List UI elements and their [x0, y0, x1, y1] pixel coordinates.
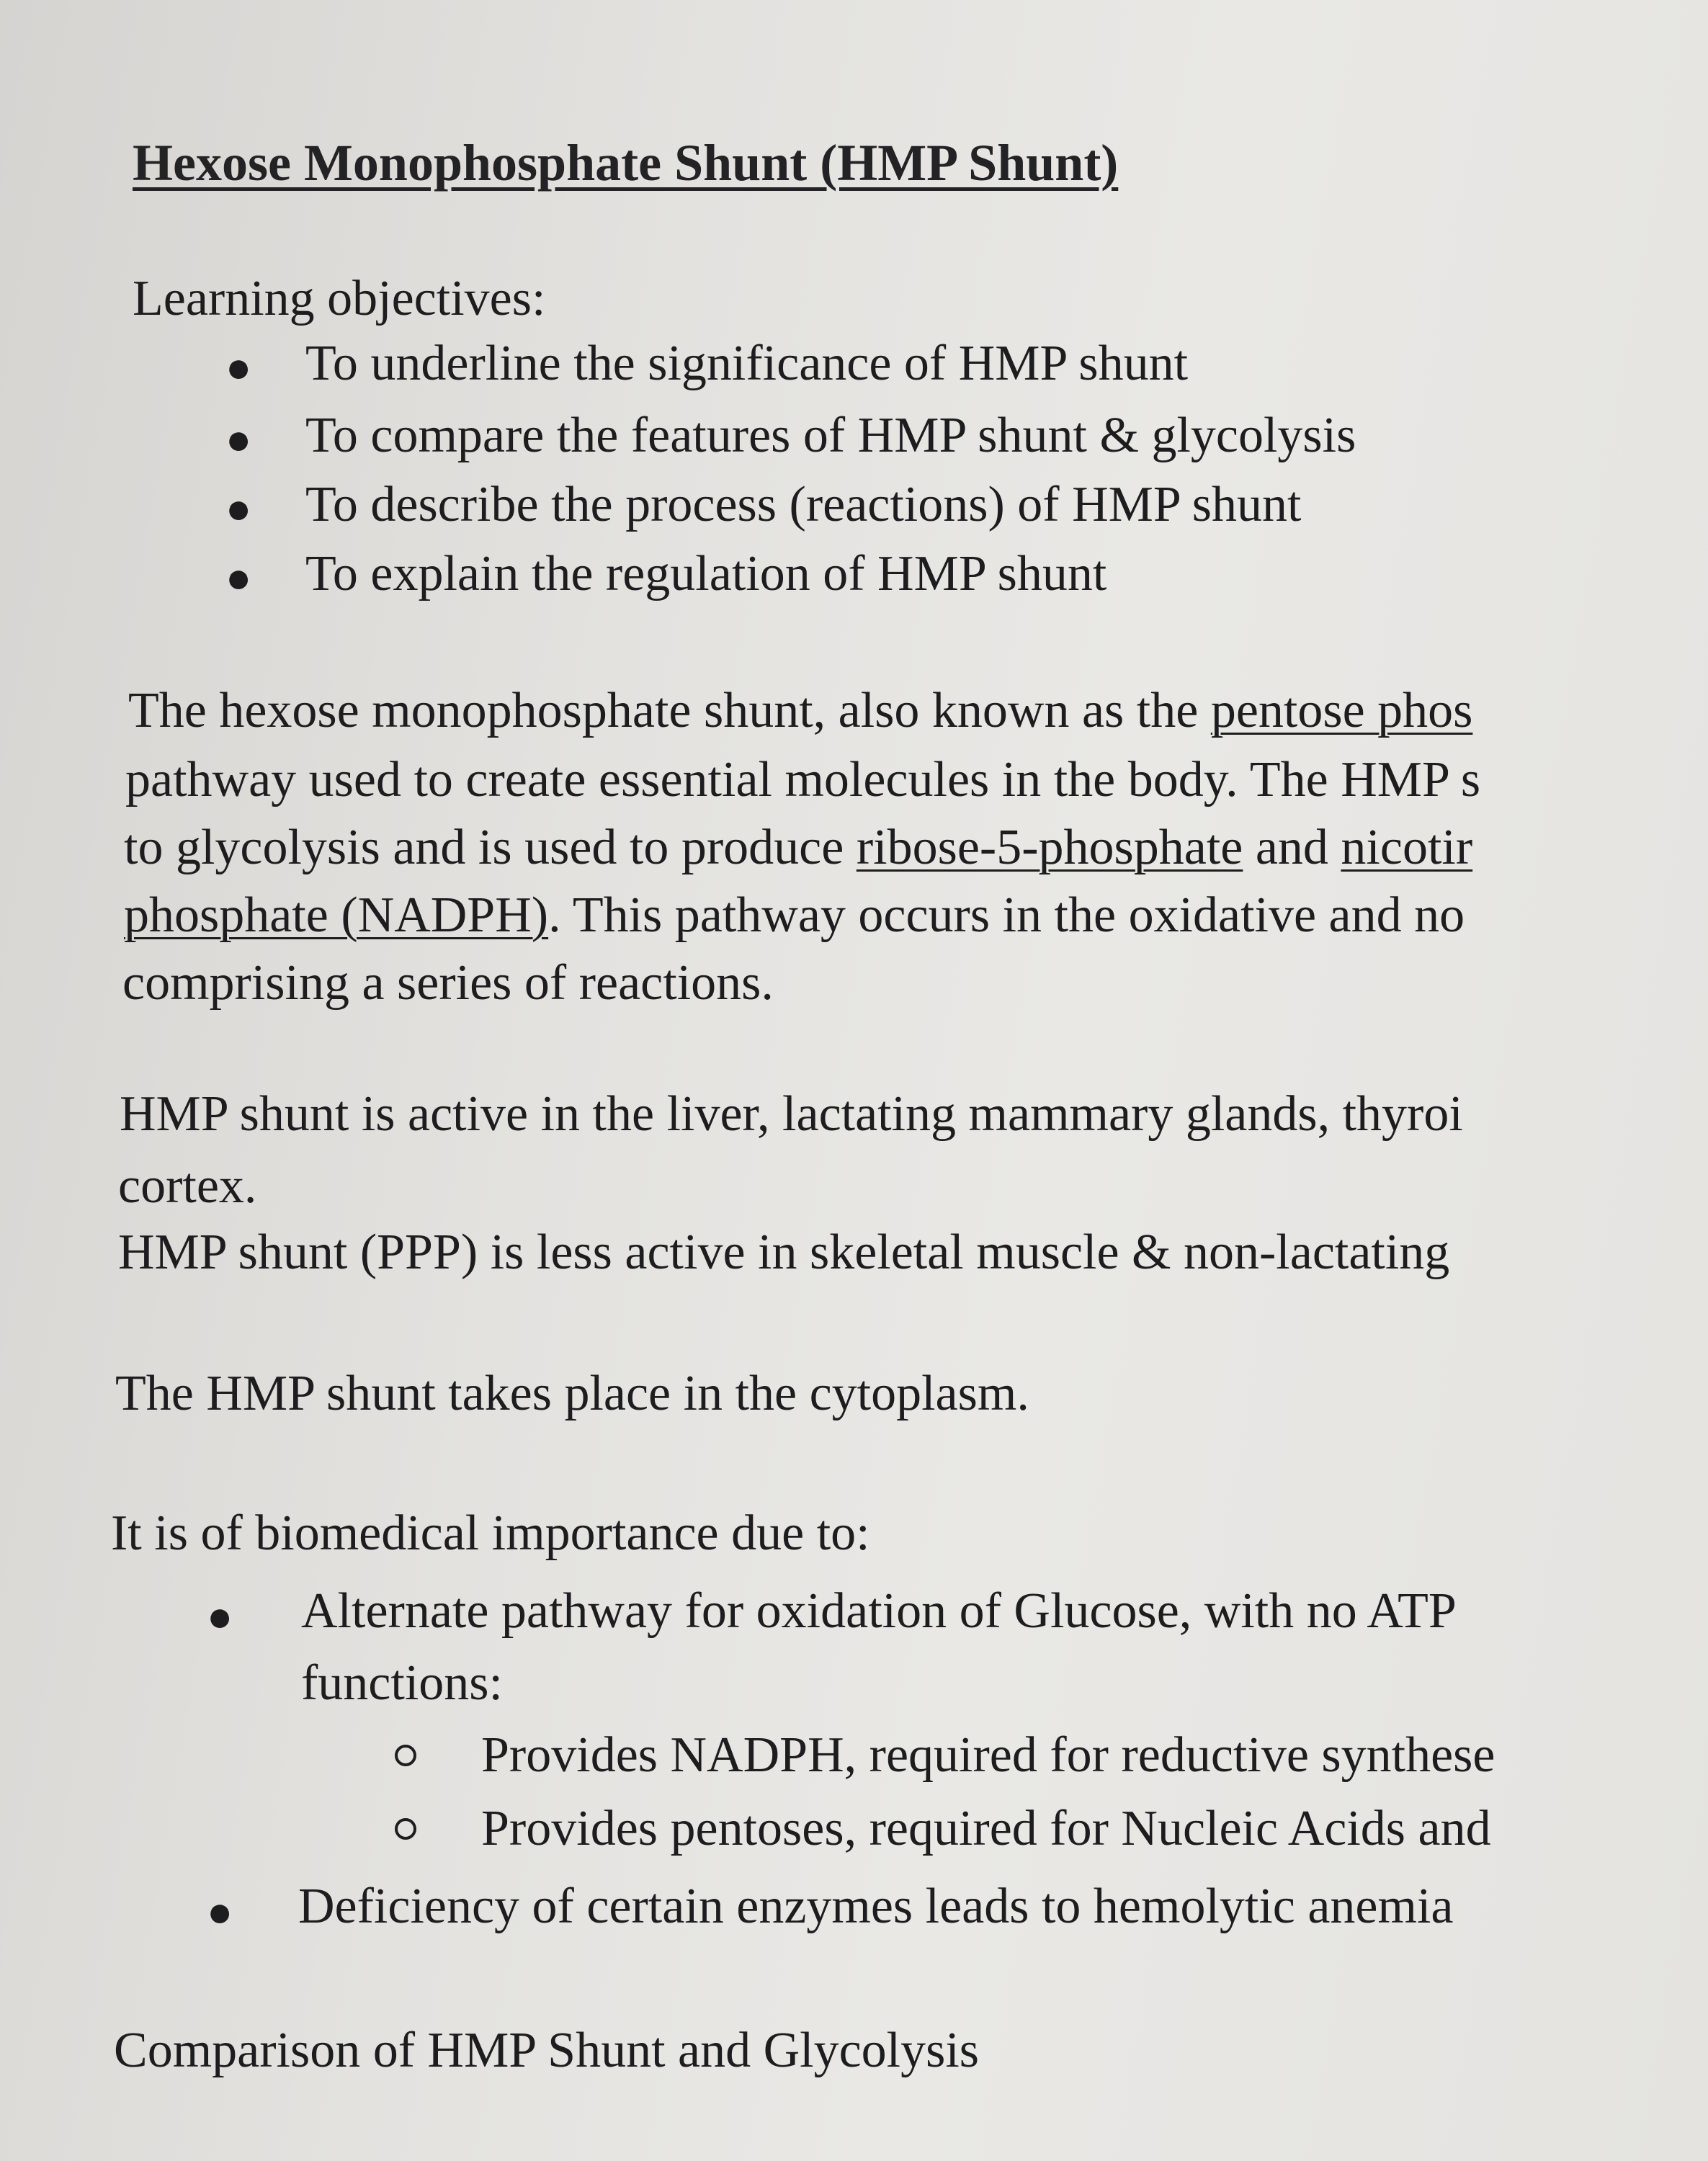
paragraph-line — [124, 820, 1473, 875]
sub-bullet-icon — [395, 1818, 416, 1840]
objective-item: To describe the process (reactions) of HMP shunt — [305, 477, 1302, 532]
bullet-icon: ● — [225, 416, 252, 463]
paragraph-line: HMP shunt (PPP) is less active in skeletal muscle & non-lactating — [118, 1225, 1450, 1280]
bullet-icon: ● — [225, 485, 252, 532]
term-link[interactable]: nicotir — [1341, 820, 1473, 875]
paragraph-line — [128, 683, 1473, 738]
document-title: Hexose Monophosphate Shunt (HMP Shunt) — [133, 134, 1119, 192]
text-span: The hexose monophosphate shunt, also known as the — [128, 683, 1211, 738]
paragraph-line: pathway used to create essential molecules in the body. The HMP s — [125, 752, 1481, 807]
bullet-icon: ● — [225, 344, 252, 391]
objectives-heading: Learning objectives: — [133, 271, 546, 326]
text-span: and — [1243, 820, 1341, 875]
importance-heading: It is of biomedical importance due to: — [111, 1505, 870, 1561]
bullet-icon: ● — [207, 1888, 233, 1936]
sub-bullet-icon — [395, 1745, 416, 1766]
paragraph-line: cortex. — [118, 1158, 257, 1214]
paragraph-line — [124, 887, 1465, 943]
paragraph-line: HMP shunt is active in the liver, lactating mammary glands, thyroi — [120, 1086, 1463, 1142]
importance-sub-item: Provides pentoses, required for Nucleic Acids and — [481, 1801, 1491, 1856]
importance-item: Deficiency of certain enzymes leads to hemolytic anemia — [298, 1879, 1454, 1934]
term-link[interactable]: phosphate (NADPH) — [124, 887, 549, 943]
bullet-icon: ● — [207, 1593, 233, 1640]
importance-sub-item: Provides NADPH, required for reductive synthese — [481, 1727, 1495, 1783]
term-link[interactable]: pentose phos — [1210, 683, 1473, 738]
text-span: to glycolysis and is used to produce — [124, 820, 857, 875]
objective-item: To underline the significance of HMP shunt — [305, 336, 1189, 391]
bullet-icon: ● — [225, 554, 252, 601]
paragraph-line: comprising a series of reactions. — [122, 955, 774, 1011]
term-link[interactable]: ribose-5-phosphate — [856, 820, 1243, 875]
objective-item: To compare the features of HMP shunt & glycolysis — [305, 408, 1356, 463]
paragraph-line: The HMP shunt takes place in the cytoplasm. — [115, 1366, 1029, 1421]
section-heading: Comparison of HMP Shunt and Glycolysis — [114, 2023, 980, 2078]
importance-item-continuation: functions: — [301, 1655, 503, 1711]
objective-item: To explain the regulation of HMP shunt — [305, 546, 1107, 601]
text-span: . This pathway occurs in the oxidative and no — [548, 887, 1465, 943]
importance-item: Alternate pathway for oxidation of Glucose, with no ATP — [301, 1583, 1457, 1639]
